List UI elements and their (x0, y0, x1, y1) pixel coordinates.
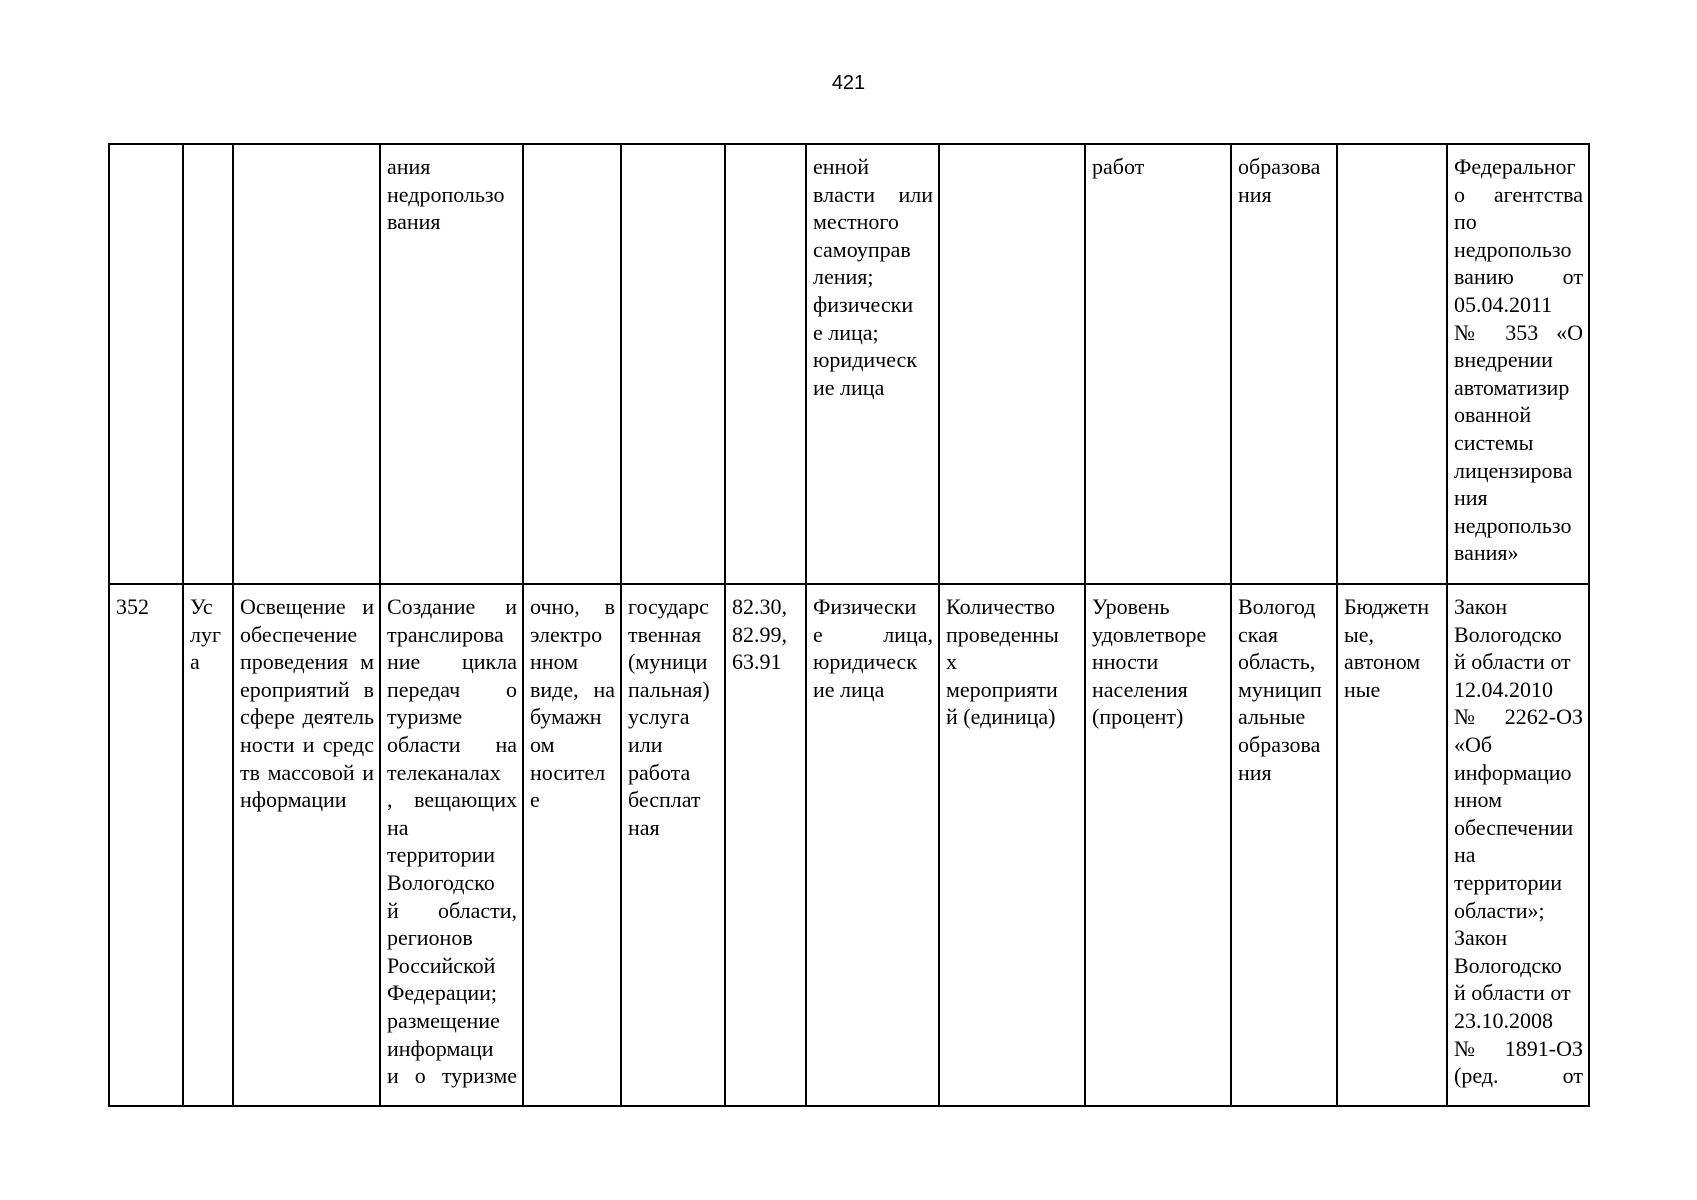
cell-okved (725, 584, 806, 1106)
cell-text-line: Ус (190, 594, 213, 619)
cell-text-line: 05.04.2011 (1454, 291, 1553, 317)
cell-text-line: муницип (1238, 676, 1322, 702)
cell-text-line: Вологодско (387, 869, 495, 895)
cell-text-line: автоном (1344, 649, 1421, 675)
cell-text-line: образова (1238, 154, 1321, 179)
cell-text-line: мероприяти (946, 676, 1058, 702)
cell-text-line: регионов (387, 925, 473, 951)
table-row (109, 584, 1589, 1106)
cell-text-line: по (1454, 209, 1477, 235)
cell-text-line: образова (1238, 731, 1321, 757)
cell-text-line: (муници (628, 649, 708, 675)
cell-text-line: ом (530, 731, 555, 757)
cell-text-line: носител (530, 759, 606, 785)
cell-text-line: населения (1092, 676, 1188, 702)
cell-text-line: е лица, (813, 621, 933, 647)
cell-text-line: й (единица) (946, 704, 1056, 730)
cell-institution-type (1337, 584, 1447, 1106)
cell-text-line: о агентства (1454, 181, 1583, 207)
cell-text-line: ния (1238, 759, 1272, 785)
cell-text-line: альные (1238, 704, 1306, 730)
cell-text-line: недропользо (1454, 236, 1572, 262)
page-number: 421 (831, 72, 866, 94)
cell-text-line: ие лица (813, 374, 885, 400)
cell-text-line: 82.30, (732, 594, 787, 619)
cell-text-line: вания (387, 209, 441, 235)
cell-text-line: 12.04.2010 (1454, 676, 1553, 702)
cell-text-line: работа (628, 759, 691, 785)
cell-name: Освещение и обеспечение проведения мероприятий в сфере деятельности и средств массовой информации (233, 584, 380, 1106)
cell-text-line: ная (628, 814, 660, 840)
cell-type (183, 144, 233, 584)
cell-text-line: внедрении (1454, 347, 1553, 373)
cell-text-line: № 353 «О (1454, 319, 1583, 345)
cell-text-line: е лица; (813, 319, 879, 345)
cell-text-line: на (1454, 842, 1476, 868)
cell-text-line: туризме (387, 704, 463, 730)
cell-text-line: местного (813, 209, 899, 235)
cell-text-line: Бюджетн (1344, 594, 1430, 619)
cell-text-line: удовлетворе (1092, 621, 1207, 647)
cell-quality-indicator: работ (1085, 144, 1231, 584)
cell-name (233, 144, 380, 584)
cell-text-line: территории (387, 842, 496, 868)
cell-legal-basis (1447, 144, 1589, 584)
cell-text-line: ская (1238, 621, 1279, 647)
cell-text-line: автоматизир (1454, 374, 1570, 400)
cell-number: 352 (109, 584, 183, 1106)
cell-text-line: № 2262-ОЗ (1454, 704, 1583, 730)
cell-text-line: е (530, 787, 540, 813)
cell-territory (1231, 584, 1337, 1106)
cell-text-line: 23.10.2008 (1454, 1007, 1553, 1033)
cell-text-line: на (387, 814, 409, 840)
cell-text-line: системы (1454, 429, 1534, 455)
cell-text-line: «Об (1454, 731, 1493, 757)
cell-text-line: самоуправ (813, 236, 911, 262)
cell-text-line: Федеральног (1454, 154, 1576, 179)
cell-consumers (806, 584, 939, 1106)
cell-text-line: Вологод (1238, 594, 1316, 619)
cell-text-line: обеспечении (1454, 814, 1574, 840)
cell-text-line: области»; (1454, 897, 1545, 923)
cell-text-line: Российской (387, 952, 496, 978)
cell-text-line: , вещающих (387, 787, 517, 813)
cell-text-line: 82.99, (732, 621, 787, 647)
cell-territory (1231, 144, 1337, 584)
cell-text-line: виде, на (530, 676, 615, 702)
cell-text-line: информацио (1454, 759, 1572, 785)
cell-text-line: й области от (1454, 980, 1571, 1006)
cell-text-line: информаци (387, 1035, 494, 1061)
cell-payment (621, 144, 725, 584)
cell-text-line: недропользо (387, 181, 505, 207)
cell-text-line: Вологодско (1454, 621, 1562, 647)
cell-text-line: и о туризме (387, 1063, 517, 1089)
cell-text-line: бесплат (628, 787, 701, 813)
cell-volume-indicator (939, 144, 1085, 584)
cell-text-line: Физически (813, 594, 917, 619)
cell-text-line: 63.91 (732, 649, 782, 675)
cell-text-line: Создание и (387, 594, 517, 619)
cell-text-line: недропользо (1454, 512, 1572, 538)
cell-text-line: ованной (1454, 402, 1532, 428)
cell-text-line: енной (813, 154, 870, 179)
cell-text-line: ие лица (813, 676, 885, 702)
registry-table (108, 143, 1590, 1107)
cell-form (523, 144, 621, 584)
cell-institution-type (1337, 144, 1447, 584)
cell-quality-indicator (1085, 584, 1231, 1106)
cell-text-line: Закон (1454, 594, 1508, 619)
cell-text-line: Количество (946, 594, 1056, 619)
cell-text-line: № 1891-ОЗ (1454, 1035, 1583, 1061)
cell-volume-indicator (939, 584, 1085, 1106)
cell-text-line: (процент) (1092, 704, 1184, 730)
cell-legal-basis (1447, 584, 1589, 1106)
cell-text-line: луг (190, 621, 222, 647)
cell-text-line: юридическ (813, 347, 918, 373)
cell-text-line: область, (1238, 649, 1316, 675)
cell-text-line: передач о (387, 676, 517, 702)
cell-text-line: вания» (1454, 540, 1519, 566)
cell-text-line: й области от (1454, 649, 1571, 675)
cell-text-line: Вологодско (1454, 952, 1562, 978)
cell-type (183, 584, 233, 1106)
cell-text-line: Уровень (1092, 594, 1170, 619)
cell-text-line: Федерации; (387, 980, 498, 1006)
cell-text-line: или (628, 731, 663, 757)
cell-form (523, 584, 621, 1106)
cell-text-line: размещение (387, 1007, 500, 1033)
cell-text-line: ания (387, 154, 431, 179)
cell-text-line: транслирова (387, 621, 504, 647)
cell-text-line: пальная) (628, 676, 710, 702)
cell-text-line: области на (387, 731, 517, 757)
cell-text-line: ления; (813, 264, 874, 290)
cell-text-line: й области, (387, 897, 517, 923)
cell-okved (725, 144, 806, 584)
cell-text-line: проведенны (946, 621, 1059, 647)
cell-text-line: лицензирова (1454, 457, 1573, 483)
cell-text-line: физически (813, 291, 914, 317)
cell-text-line: власти или (813, 181, 933, 207)
cell-number (109, 144, 183, 584)
cell-text-line: ния (1454, 485, 1488, 511)
cell-text-line: нности (1092, 649, 1159, 675)
cell-text-line: территории (1454, 869, 1563, 895)
cell-text-line: нном (1454, 787, 1503, 813)
cell-text-line: ние цикла (387, 649, 517, 675)
cell-text-line: очно, в (530, 594, 615, 619)
cell-text-line: услуга (628, 704, 690, 730)
cell-text-line: государс (628, 594, 709, 619)
cell-text-line: (ред. от (1454, 1063, 1583, 1089)
cell-text-line: а (190, 649, 200, 675)
cell-text-line: Закон (1454, 925, 1508, 951)
cell-text-line: ые, (1344, 621, 1375, 647)
cell-text-line: ные (1344, 676, 1381, 702)
table-row-continued (109, 144, 1589, 584)
cell-payment (621, 584, 725, 1106)
cell-text-line: х (946, 649, 957, 675)
cell-content (380, 584, 523, 1106)
cell-text-line: бумажн (530, 704, 602, 730)
cell-text-line: твенная (628, 621, 702, 647)
cell-content (380, 144, 523, 584)
cell-text-line: нном (530, 649, 579, 675)
cell-text-line: ния (1238, 181, 1272, 207)
cell-text-line: юридическ (813, 649, 918, 675)
cell-text-line: телеканалах (387, 759, 501, 785)
cell-consumers (806, 144, 939, 584)
cell-text-line: электро (530, 621, 603, 647)
cell-text-line: ванию от (1454, 264, 1583, 290)
